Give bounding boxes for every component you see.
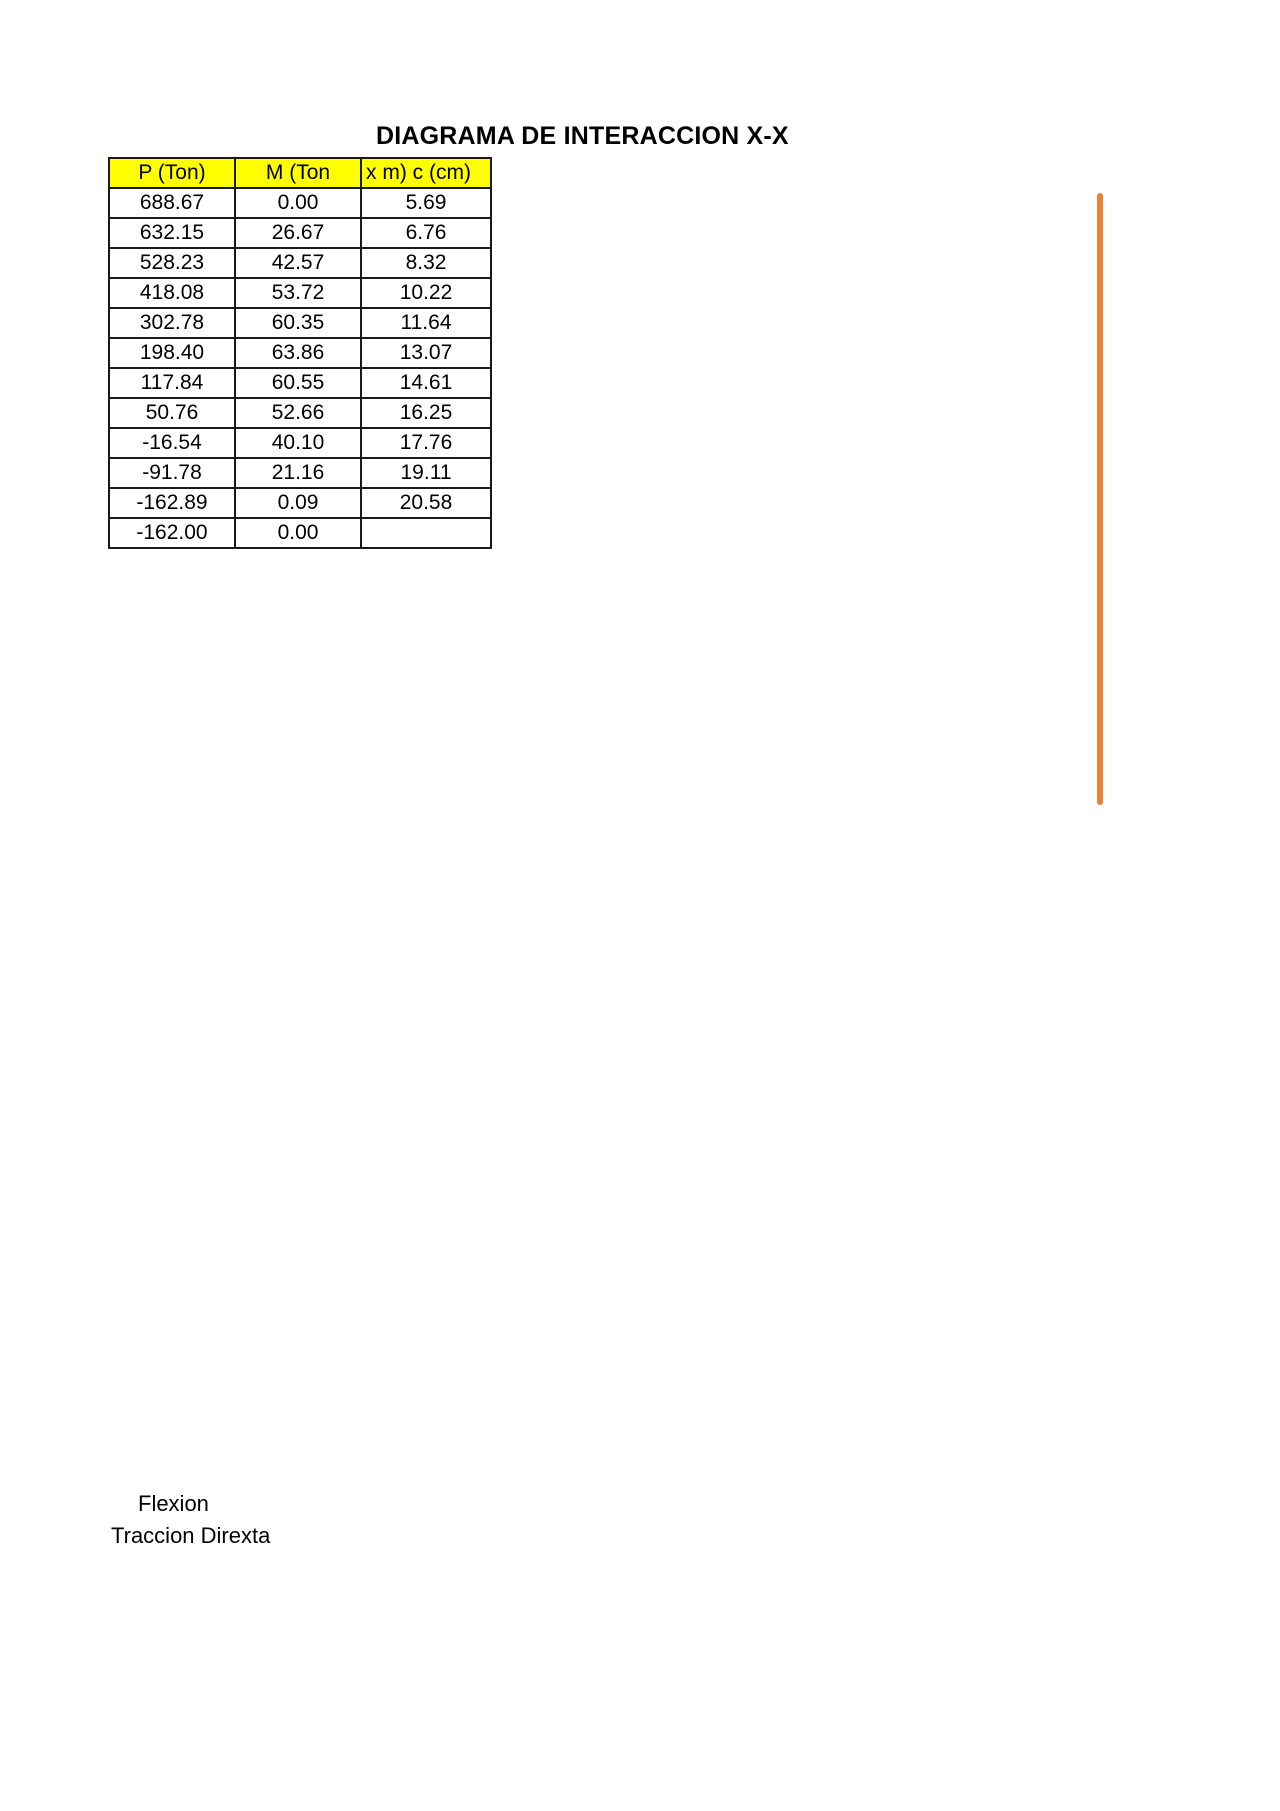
cell-p: 688.67 bbox=[109, 188, 235, 218]
cell-p: 198.40 bbox=[109, 338, 235, 368]
cell-c: 13.07 bbox=[361, 338, 491, 368]
cell-c: 14.61 bbox=[361, 368, 491, 398]
table-row bbox=[109, 458, 491, 488]
table-row bbox=[109, 278, 491, 308]
header-m: M (Ton bbox=[235, 158, 361, 188]
table-row bbox=[109, 518, 491, 548]
header-p: P (Ton) bbox=[109, 158, 235, 188]
cell-m: 53.72 bbox=[235, 278, 361, 308]
table-row bbox=[109, 218, 491, 248]
table-row bbox=[109, 398, 491, 428]
cell-m: 60.55 bbox=[235, 368, 361, 398]
interaction-table bbox=[108, 157, 492, 549]
cell-m: 40.10 bbox=[235, 428, 361, 458]
orange-accent-bar bbox=[1097, 193, 1103, 805]
cell-c: 8.32 bbox=[361, 248, 491, 278]
legend-flexion-label: Flexion bbox=[138, 1491, 209, 1516]
page-title: DIAGRAMA DE INTERACCION X-X bbox=[376, 122, 789, 150]
cell-c: 20.58 bbox=[361, 488, 491, 518]
cell-m: 21.16 bbox=[235, 458, 361, 488]
table-row bbox=[109, 188, 491, 218]
cell-m: 42.57 bbox=[235, 248, 361, 278]
cell-m: 52.66 bbox=[235, 398, 361, 428]
table-row bbox=[109, 428, 491, 458]
cell-p: 50.76 bbox=[109, 398, 235, 428]
cell-p: 117.84 bbox=[109, 368, 235, 398]
table-row bbox=[109, 338, 491, 368]
header-c: x m) c (cm) bbox=[361, 158, 491, 188]
cell-m: 63.86 bbox=[235, 338, 361, 368]
cell-m: 0.00 bbox=[235, 188, 361, 218]
cell-p: 418.08 bbox=[109, 278, 235, 308]
cell-p: -162.89 bbox=[109, 488, 235, 518]
cell-m: 0.09 bbox=[235, 488, 361, 518]
cell-m: 0.00 bbox=[235, 518, 361, 548]
cell-c: 16.25 bbox=[361, 398, 491, 428]
cell-p: 302.78 bbox=[109, 308, 235, 338]
cell-c bbox=[361, 518, 491, 548]
table-row bbox=[109, 248, 491, 278]
cell-c: 6.76 bbox=[361, 218, 491, 248]
cell-p: -16.54 bbox=[109, 428, 235, 458]
cell-c: 17.76 bbox=[361, 428, 491, 458]
cell-c: 5.69 bbox=[361, 188, 491, 218]
cell-c: 11.64 bbox=[361, 308, 491, 338]
cell-c: 10.22 bbox=[361, 278, 491, 308]
cell-p: -91.78 bbox=[109, 458, 235, 488]
table-row bbox=[109, 368, 491, 398]
table-header-row bbox=[109, 158, 491, 188]
legend-traccion-label: Traccion Direxta bbox=[111, 1523, 271, 1548]
cell-p: 528.23 bbox=[109, 248, 235, 278]
table-row bbox=[109, 308, 491, 338]
cell-p: -162.00 bbox=[109, 518, 235, 548]
cell-m: 26.67 bbox=[235, 218, 361, 248]
cell-p: 632.15 bbox=[109, 218, 235, 248]
cell-m: 60.35 bbox=[235, 308, 361, 338]
cell-c: 19.11 bbox=[361, 458, 491, 488]
table-row bbox=[109, 488, 491, 518]
